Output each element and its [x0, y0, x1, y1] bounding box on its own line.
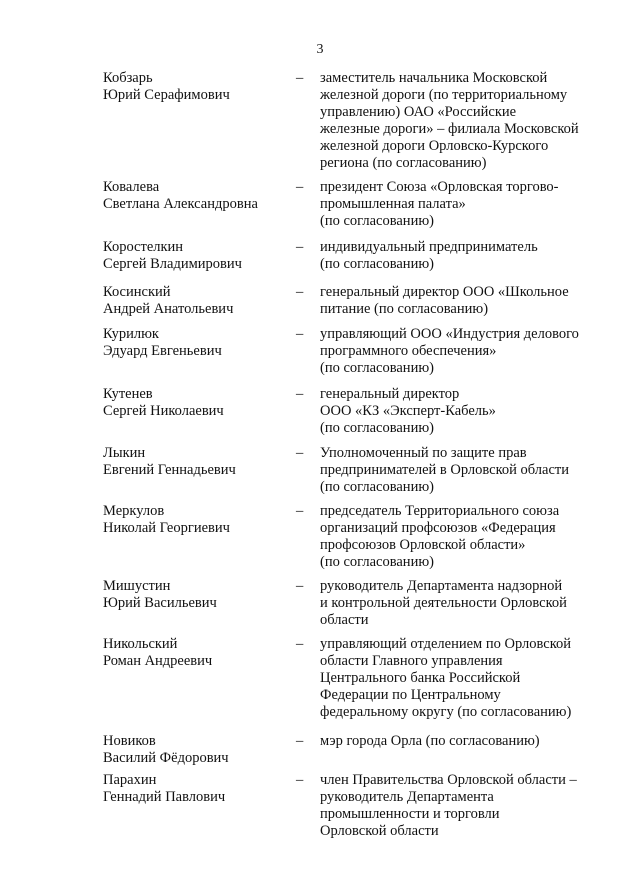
position-line: (по согласованию) — [320, 213, 434, 229]
member-surname: Курилюк — [103, 326, 159, 342]
member-name — [103, 179, 283, 213]
position-line: генеральный директор — [320, 386, 460, 402]
member-given-names: Эдуард Евгеньевич — [103, 343, 222, 359]
member-surname: Никольский — [103, 636, 178, 652]
member-name — [103, 386, 283, 420]
member-surname: Меркулов — [103, 503, 165, 519]
position-line: Центрального банка Российской — [320, 670, 521, 686]
position-line: питание (по согласованию) — [320, 301, 489, 317]
position-line: и контрольной деятельности Орловской — [320, 595, 567, 611]
position-line: председатель Территориального союза — [320, 503, 560, 519]
position-line: области Главного управления — [320, 653, 503, 669]
position-line: член Правительства Орловской области – — [320, 772, 577, 788]
member-position — [320, 326, 610, 377]
member-surname: Коростелкин — [103, 239, 184, 255]
member-surname: Ковалева — [103, 179, 160, 195]
position-line: управляющий отделением по Орловской — [320, 636, 572, 652]
member-given-names: Николай Георгиевич — [103, 520, 230, 536]
position-line: железные дороги» – филиала Московской — [320, 121, 579, 137]
position-line: промышленности и торговли — [320, 806, 500, 822]
member-name — [103, 636, 283, 670]
position-line: руководитель Департамента — [320, 789, 494, 805]
position-line: заместитель начальника Московской — [320, 70, 548, 86]
member-name — [103, 326, 283, 360]
member-position — [320, 386, 610, 437]
separator-dash: – — [296, 239, 304, 255]
member-name — [103, 284, 283, 318]
member-given-names: Юрий Серафимович — [103, 87, 230, 103]
position-line: ООО «КЗ «Эксперт-Кабель» — [320, 403, 496, 419]
member-position — [320, 179, 610, 230]
member-position — [320, 636, 610, 721]
member-surname: Кобзарь — [103, 70, 153, 86]
member-surname: Новиков — [103, 733, 156, 749]
member-given-names: Геннадий Павлович — [103, 789, 226, 805]
member-position — [320, 578, 610, 629]
position-line: Орловской области — [320, 823, 439, 839]
separator-dash: – — [296, 445, 304, 461]
member-surname: Кутенев — [103, 386, 153, 402]
member-given-names: Светлана Александровна — [103, 196, 258, 212]
position-line: области — [320, 612, 369, 628]
member-given-names: Юрий Васильевич — [103, 595, 217, 611]
member-given-names: Андрей Анатольевич — [103, 301, 234, 317]
member-given-names: Роман Андреевич — [103, 653, 213, 669]
member-name — [103, 772, 283, 806]
position-line: федеральному округу (по согласованию) — [320, 704, 572, 720]
member-given-names: Василий Фёдорович — [103, 750, 229, 766]
separator-dash: – — [296, 733, 304, 749]
position-line: управляющий ООО «Индустрия делового — [320, 326, 579, 342]
member-position — [320, 733, 610, 750]
member-name — [103, 503, 283, 537]
member-position — [320, 503, 610, 571]
position-line: генеральный директор ООО «Школьное — [320, 284, 569, 300]
member-position — [320, 772, 610, 840]
position-line: программного обеспечения» — [320, 343, 497, 359]
member-name — [103, 445, 283, 479]
separator-dash: – — [296, 386, 304, 402]
separator-dash: – — [296, 326, 304, 342]
position-line: (по согласованию) — [320, 554, 434, 570]
position-line: железной дороги Орловско-Курского — [320, 138, 549, 154]
position-line: президент Союза «Орловская торгово- — [320, 179, 559, 195]
position-line: железной дороги (по территориальному — [320, 87, 568, 103]
member-name — [103, 239, 283, 273]
position-line: мэр города Орла (по согласованию) — [320, 733, 540, 749]
separator-dash: – — [296, 503, 304, 519]
separator-dash: – — [296, 179, 304, 195]
separator-dash: – — [296, 772, 304, 788]
position-line: профсоюзов Орловской области» — [320, 537, 526, 553]
position-line: Федерации по Центральному — [320, 687, 501, 703]
member-surname: Косинский — [103, 284, 171, 300]
member-position — [320, 445, 610, 496]
member-position — [320, 239, 610, 273]
member-given-names: Евгений Геннадьевич — [103, 462, 236, 478]
position-line: руководитель Департамента надзорной — [320, 578, 563, 594]
position-line: (по согласованию) — [320, 479, 434, 495]
position-line: индивидуальный предприниматель — [320, 239, 538, 255]
member-position — [320, 284, 610, 318]
position-line: организаций профсоюзов «Федерация — [320, 520, 556, 536]
member-name — [103, 578, 283, 612]
separator-dash: – — [296, 578, 304, 594]
position-line: (по согласованию) — [320, 256, 434, 272]
position-line: Уполномоченный по защите прав — [320, 445, 527, 461]
position-line: предпринимателей в Орловской области — [320, 462, 569, 478]
separator-dash: – — [296, 636, 304, 652]
position-line: (по согласованию) — [320, 360, 434, 376]
page-number: 3 — [316, 42, 324, 57]
member-surname: Парахин — [103, 772, 157, 788]
separator-dash: – — [296, 70, 304, 86]
member-surname: Мишустин — [103, 578, 171, 594]
position-line: (по согласованию) — [320, 420, 434, 436]
position-line: управлению) ОАО «Российские — [320, 104, 517, 120]
member-given-names: Сергей Владимирович — [103, 256, 242, 272]
position-line: региона (по согласованию) — [320, 155, 487, 171]
separator-dash: – — [296, 284, 304, 300]
member-given-names: Сергей Николаевич — [103, 403, 224, 419]
member-surname: Лыкин — [103, 445, 146, 461]
member-name — [103, 70, 283, 104]
member-name — [103, 733, 283, 767]
position-line: промышленная палата» — [320, 196, 466, 212]
member-position — [320, 70, 610, 172]
